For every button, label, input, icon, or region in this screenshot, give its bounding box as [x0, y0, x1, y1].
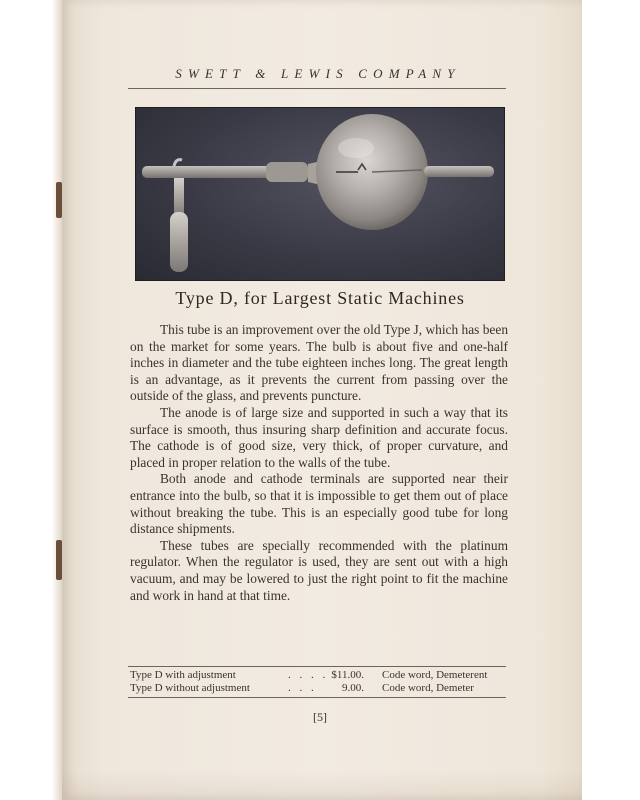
body-text	[130, 322, 508, 604]
leader-dots: . . . .	[288, 669, 329, 681]
price-value: $11.00.	[331, 669, 364, 681]
price-table	[130, 669, 508, 695]
price-item: Type D without adjustment	[130, 682, 250, 694]
x-ray-tube-photograph-icon	[135, 107, 505, 281]
price-row	[130, 682, 508, 695]
paragraph: These tubes are specially recommended with the platinum regulator. When the regulator is used, they are sent out with a high vacuum, and may be lowered to just the right point to fit the machine and work in hand at that time.	[130, 537, 508, 603]
paragraph: This tube is an improvement over the old Type J, which has been on the market for some years. The bulb is about five and one-half inches in diameter and the tube eighteen inches long. The great length is an advantage, as it prevents the current from passing over the outside of the glass, and prevents puncture.	[130, 322, 509, 404]
leader-dots: . . .	[288, 682, 317, 694]
price-item: Type D with adjustment	[130, 669, 236, 681]
price-row	[130, 669, 508, 682]
page-number: [5]	[313, 710, 327, 724]
code-word: Code word, Demeter	[382, 682, 474, 694]
paragraph: The anode is of large size and supported in such a way that its surface is smooth, thus insuring sharp definition and accurate focus. The cathode is of good size, very thick, of proper curvature, and placed in proper relation to the walls of the tube.	[130, 404, 508, 470]
paragraph: Both anode and cathode terminals are supported near their entrance into the bulb, so that it is impossible to get them out of place without breaking the tube. This is an especially good tube for long distance shipments.	[130, 471, 508, 537]
page-title: Type D, for Largest Static Machines	[175, 288, 465, 308]
page-shadow	[62, 770, 582, 800]
running-header: SWETT & LEWIS COMPANY	[175, 66, 461, 81]
code-word: Code word, Demeterent	[382, 669, 488, 681]
header-rule	[128, 88, 506, 89]
price-table-rule	[128, 666, 506, 667]
price-value: 9.00.	[342, 682, 364, 694]
price-table-rule	[128, 697, 506, 698]
